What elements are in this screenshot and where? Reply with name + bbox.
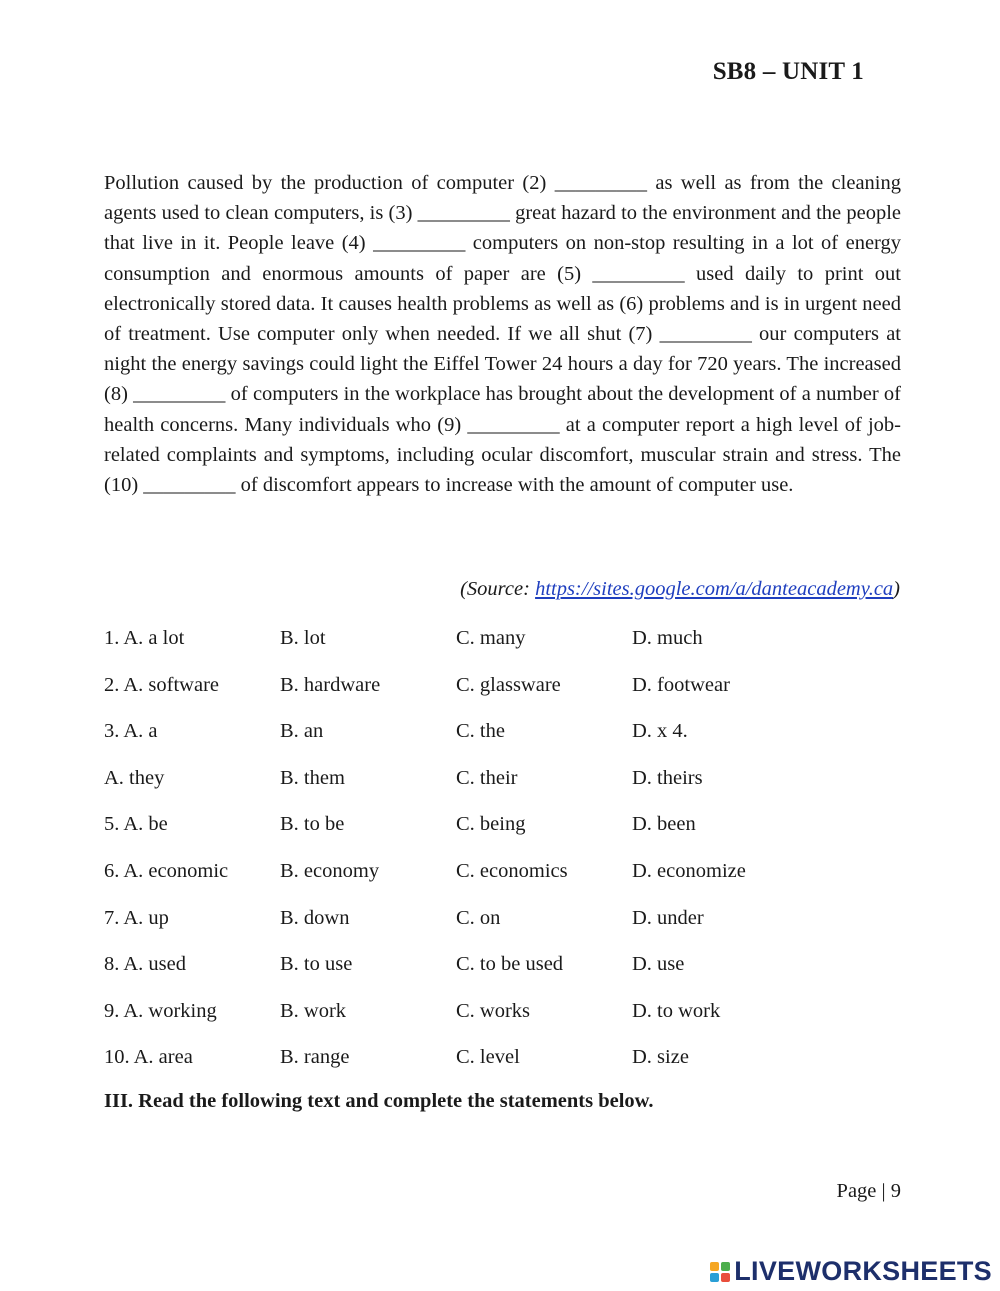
option-d: D. footwear <box>632 673 730 696</box>
section-heading: III. Read the following text and complete the statements below. <box>104 1090 654 1112</box>
option-b: B. to be <box>280 813 345 836</box>
option-row <box>104 1043 904 1090</box>
option-row <box>104 950 904 997</box>
option-c: C. works <box>456 999 531 1022</box>
option-c: C. the <box>456 720 505 743</box>
unit-title: SB8 – UNIT 1 <box>712 58 864 85</box>
option-a: 2. A. software <box>104 673 220 696</box>
option-d: D. to work <box>632 999 721 1022</box>
option-d: D. theirs <box>632 766 703 789</box>
option-b: B. work <box>280 999 347 1022</box>
option-d: D. x 4. <box>632 720 688 743</box>
option-a: 6. A. economic <box>104 859 229 882</box>
option-b: B. hardware <box>280 673 381 696</box>
option-row <box>104 997 904 1044</box>
source-link[interactable]: https://sites.google.com/a/danteacademy.ca <box>535 578 894 600</box>
option-a: 8. A. used <box>104 953 186 976</box>
option-d: D. use <box>632 953 685 976</box>
option-b: B. to use <box>280 953 353 976</box>
option-a: 9. A. working <box>104 999 217 1022</box>
logo-block <box>710 1273 719 1282</box>
option-a: 1. A. a lot <box>104 627 185 649</box>
option-row <box>104 624 904 671</box>
option-a: 5. A. be <box>104 813 168 836</box>
option-b: B. down <box>280 906 350 929</box>
option-d: D. much <box>632 627 703 649</box>
source-prefix: (Source: <box>460 578 536 600</box>
option-c: C. their <box>456 766 518 789</box>
option-row <box>104 764 904 811</box>
source-citation <box>460 578 900 601</box>
option-row <box>104 717 904 764</box>
option-c: C. on <box>456 906 501 929</box>
option-row <box>104 810 904 857</box>
option-c: C. to be used <box>456 953 564 976</box>
option-d: D. size <box>632 1046 689 1069</box>
page-number: Page | 9 <box>836 1180 901 1202</box>
option-row <box>104 904 904 951</box>
logo-blocks-icon <box>710 1262 730 1282</box>
option-a: 3. A. a <box>104 720 158 743</box>
logo-block <box>721 1262 730 1271</box>
option-b: B. lot <box>280 627 326 649</box>
logo-block <box>710 1262 719 1271</box>
option-c: C. many <box>456 627 526 649</box>
option-a: 7. A. up <box>104 906 169 929</box>
option-d: D. economize <box>632 859 746 882</box>
option-row <box>104 857 904 904</box>
option-b: B. range <box>280 1046 350 1069</box>
option-row <box>104 671 904 718</box>
answer-options <box>104 624 904 1090</box>
option-c: C. economics <box>456 859 568 882</box>
logo-text: LIVEWORKSHEETS <box>734 1256 992 1286</box>
option-c: C. level <box>456 1046 520 1069</box>
option-c: C. being <box>456 813 526 836</box>
option-d: D. under <box>632 906 704 929</box>
source-suffix: ) <box>893 578 900 600</box>
option-b: B. economy <box>280 859 380 882</box>
option-b: B. them <box>280 766 345 789</box>
option-a: 10. A. area <box>104 1046 193 1069</box>
liveworksheets-logo <box>710 1256 992 1287</box>
option-b: B. an <box>280 720 324 743</box>
logo-block <box>721 1273 730 1282</box>
reading-passage: Pollution caused by the production of computer (2) _________ as well as from the cleaning agents used to clean computers, is (3) _________ great hazard to the environment and the people that live in it. People leave (4) _________ computers on non-stop resulting in a lot of energy consumption and enormous amounts of paper are (5) _________ used daily to print out electronically stored data. It causes health problems as well as (6) problems and is in urgent need of treatment. Use computer only when needed. If we all shut (7) _________ our computers at night the energy savings could light the Eiffel Tower 24 hours a day for 720 years. The increased (8) _________ of computers in the workplace has brought about the development of a number of health concerns. Many individuals who (9) _________ at a computer report a high level of job-related complaints and symptoms, including ocular discomfort, muscular strain and stress. The (10) _________ of discomfort appears to increase with the amount of computer use. <box>104 172 901 497</box>
option-d: D. been <box>632 813 696 836</box>
option-c: C. glassware <box>456 673 561 696</box>
option-a: A. they <box>104 766 165 789</box>
